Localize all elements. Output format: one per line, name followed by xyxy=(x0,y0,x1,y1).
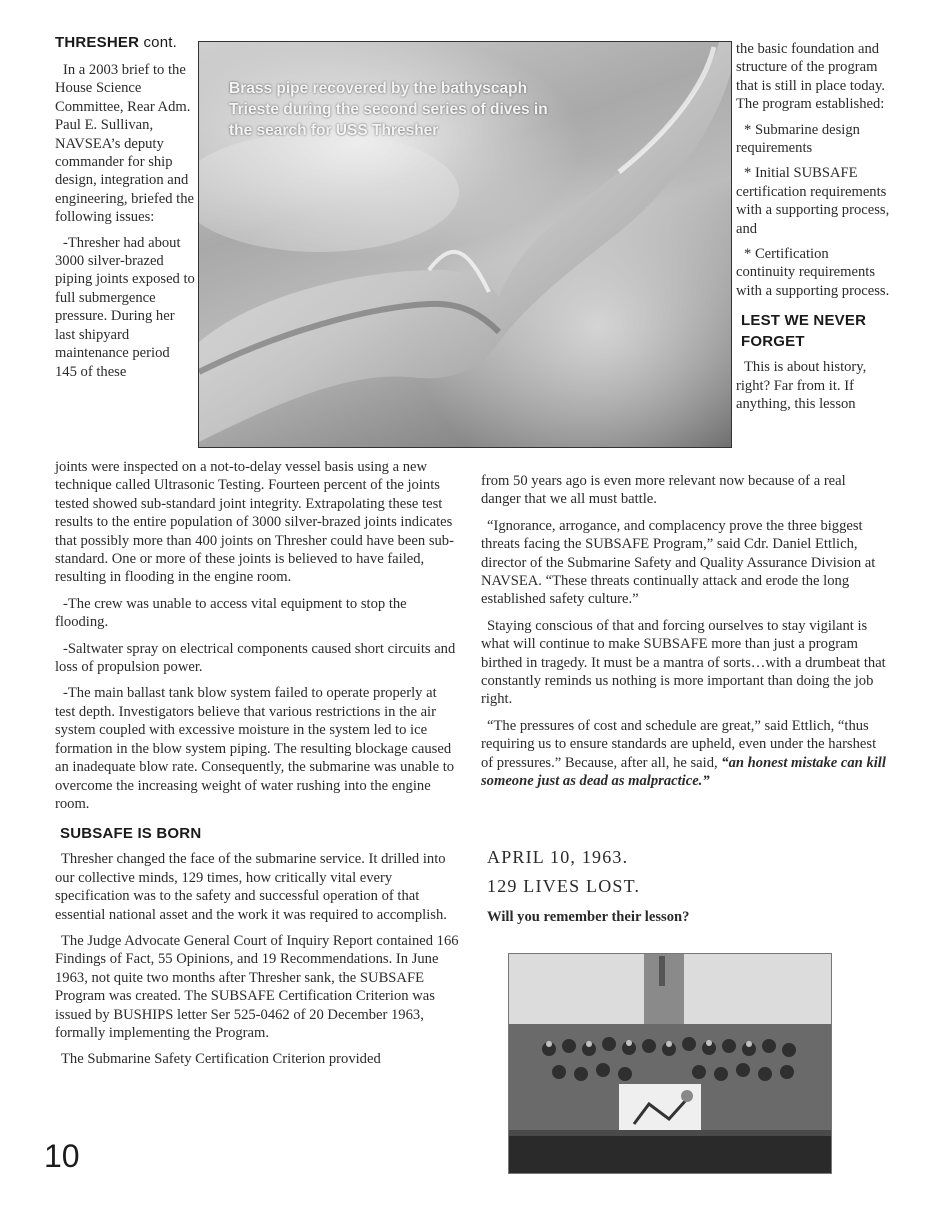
history-start-paragraph: This is about history, right? Far from it. If anything, this lesson xyxy=(736,359,867,413)
pressures-paragraph xyxy=(481,717,889,791)
left-narrow-column xyxy=(55,61,195,381)
crew-group-image xyxy=(509,954,831,1173)
issue3-paragraph: -Saltwater spray on electrical components caused short circuits and loss of propulsion power. xyxy=(55,640,456,676)
lest-we-never-forget-heading: LEST WE NEVER FORGET xyxy=(741,312,867,351)
vigilant-paragraph: Staying conscious of that and forcing ourselves to stay vigilant is what will continue to make SUBSAFE more than just a program birthed in tragedy. It must be a mantra of sorts…with a drumbeat that constantly reminds us nothing is more important than doing the job right. xyxy=(481,617,886,708)
page-number: 10 xyxy=(44,1138,80,1174)
subsafe-paragraph-3: The Submarine Safety Certification Criterion provided xyxy=(61,1051,381,1068)
photo-caption: Brass pipe recovered by the bathyscaph Trieste during the second series of dives in the search for USS Thresher xyxy=(229,80,548,139)
memorial-question: Will you remember their lesson? xyxy=(487,909,690,925)
subsafe-paragraph-1: Thresher changed the face of the submarine service. It drilled into our collective minds, 129 times, how critically vital every specification was to the safety and successful operation of that essential national asset and the work it was required to accomplish. xyxy=(55,851,447,923)
left-wide-column xyxy=(55,458,460,1069)
bullet-initial-certification: * Initial SUBSAFE certification requirements with a supporting process, and xyxy=(736,165,890,237)
intro-paragraph: In a 2003 brief to the House Science Committee, Rear Adm. Paul E. Sullivan, NAVSEA’s deputy commander for ship design, integration and engineering, briefed the following issues: xyxy=(55,62,194,226)
issue2-paragraph: -The crew was unable to access vital equipment to stop the flooding. xyxy=(55,595,407,631)
right-narrow-column xyxy=(736,40,891,414)
section-heading-thresher-cont xyxy=(55,34,177,51)
heading-bold: THRESHER xyxy=(55,34,140,51)
bullet-submarine-design: * Submarine design requirements xyxy=(736,121,860,157)
honest-mistake-quote: “an honest mistake can kill someone just as dead as malpractice.” xyxy=(481,754,886,790)
issue4-paragraph: -The main ballast tank blow system failed to operate properly at test depth. Investigators believe that various restrictions in the air system coupled with excessive moisture in the system led to ice formation in the blow system piping. The resulting blockage caused an inadequate blow rate. Consequently, the submarine was unable to overcome the increasing weight of water rushing into the engine room. xyxy=(55,685,455,812)
pressures-text: “The pressures of cost and schedule are great,” said Ettlich, “thus requiring us to ensure standards are upheld, even under the harshest of pressures.” Because, after all, he said, xyxy=(481,717,877,771)
subsafe-heading: SUBSAFE IS BORN xyxy=(60,825,202,843)
issue1-continuation: joints were inspected on a not-to-delay vessel basis using a new technique called Ultrasonic Testing. Fourteen percent of the joints tested showed sub-standard joint integrity. Extrapolating these test results to the entire population of 3000 silver-brazed joints indicates that possibly more than 400 joints on Thresher could have been sub-standard. One or more of these joints is believed to have failed, resulting in flooding in the engine room. xyxy=(55,459,454,586)
bullet-certification-continuity: * Certification continuity requirements with a supporting process. xyxy=(736,246,890,299)
memorial-date: APRIL 10, 1963. xyxy=(487,847,629,867)
subsafe-paragraph-2: The Judge Advocate General Court of Inquiry Report contained 166 Findings of Fact, 55 Opinions, and 19 Recommendations. In June 1963, not quite two months after Thresher sank, the SUBSAFE Program was created. The SUBSAFE Certification Criterion was issued by BUSHIPS letter Ser 525-0462 of 20 December 1963, formally implementing the Program. xyxy=(55,932,459,1041)
issue1-start-paragraph: -Thresher had about 3000 silver-brazed piping joints exposed to full submergence pressure. During her last shipyard maintenance period 145 of these xyxy=(55,234,195,380)
brass-pipe-photo xyxy=(198,41,732,448)
right-wide-column xyxy=(481,472,889,791)
ettlich-quote-paragraph: “Ignorance, arrogance, and complacency prove the three biggest threats facing the SUBSAFE Program,” said Cdr. Daniel Ettlich, director of the Submarine Safety and Quality Assurance Division at NAVSEA. “These threats continually attack and erode the long established safety culture.” xyxy=(481,517,876,608)
memorial-lives-lost: 129 LIVES LOST. xyxy=(487,876,641,896)
program-foundation-paragraph: the basic foundation and structure of the program that is still in place today. The program established: xyxy=(736,41,886,113)
crew-photo xyxy=(508,953,832,1174)
history-continuation: from 50 years ago is even more relevant now because of a real danger that we all must battle. xyxy=(481,473,846,508)
heading-cont: cont. xyxy=(139,34,177,51)
